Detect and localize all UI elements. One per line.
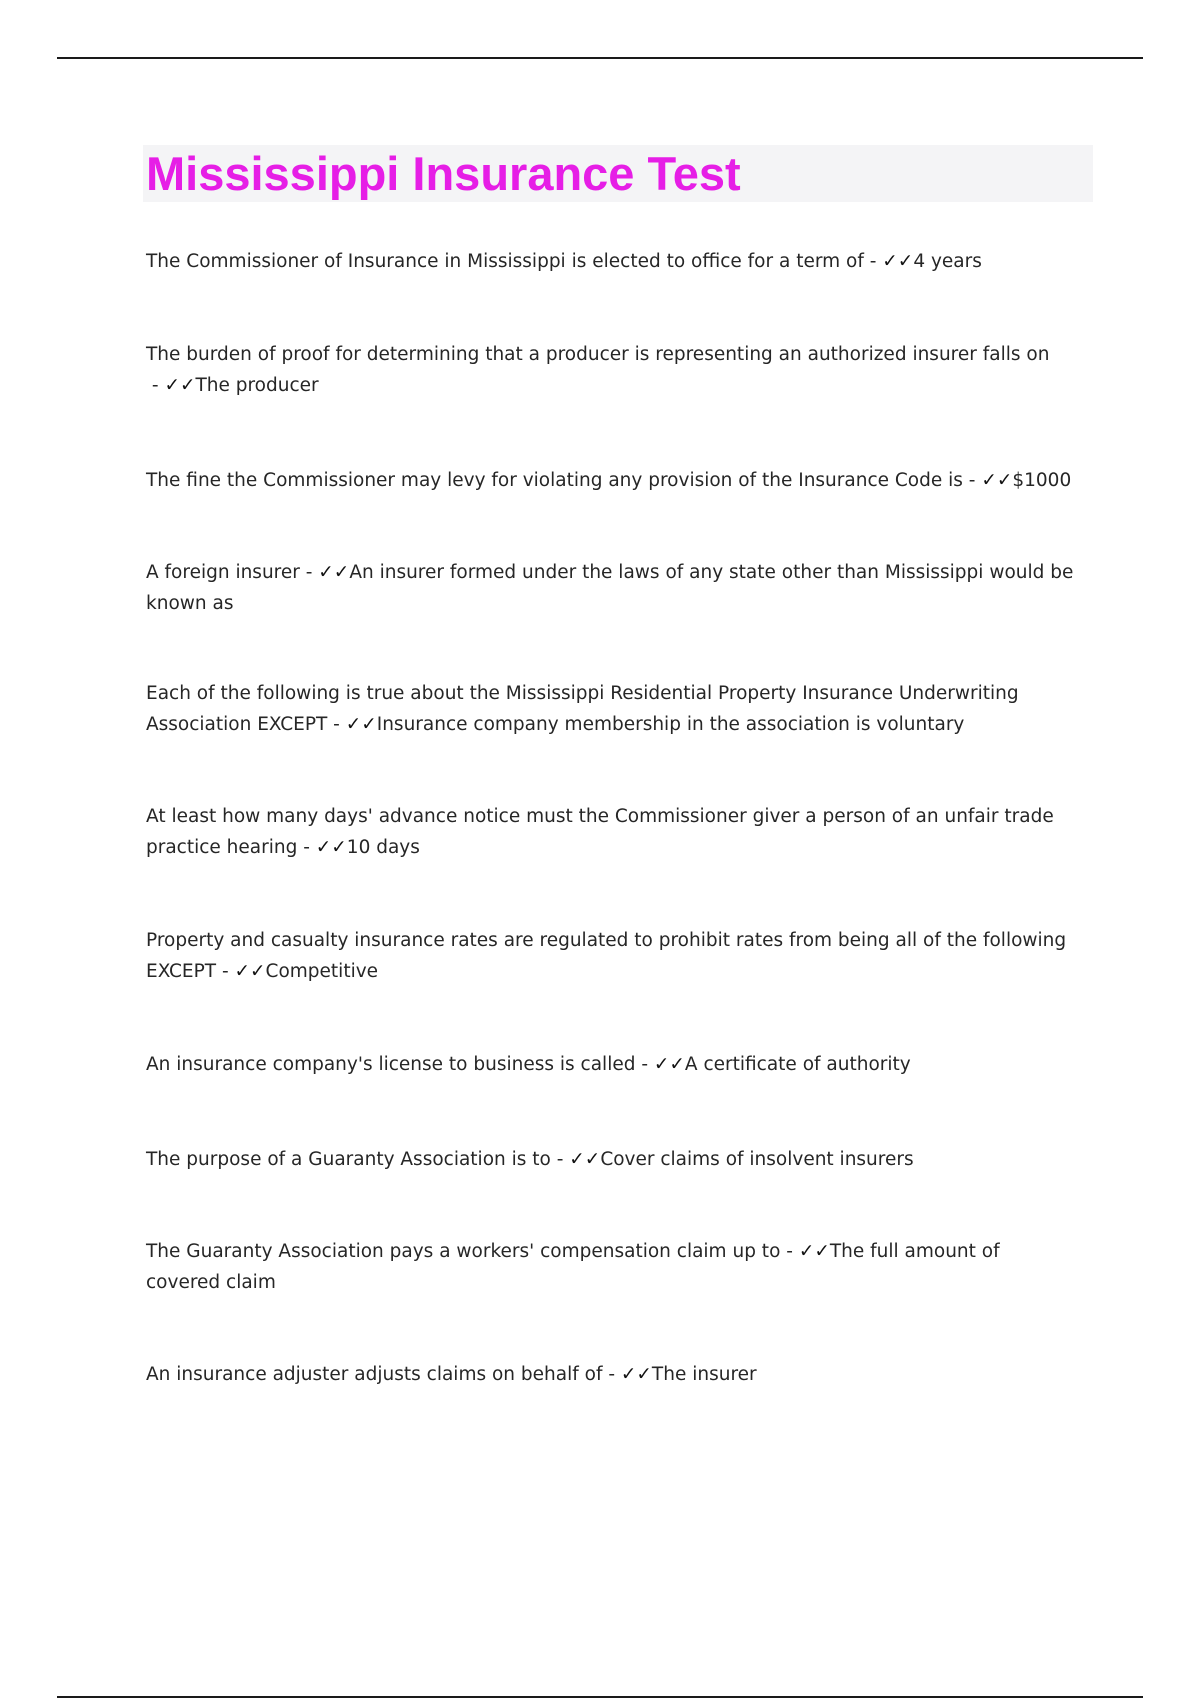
qa-item-2 [146, 339, 1076, 401]
answer-text: Cover claims of insolvent insurers [600, 1149, 914, 1170]
qa-item-7 [146, 925, 1076, 987]
separator: - [962, 470, 982, 491]
qa-item-5 [146, 678, 1076, 740]
qa-item-1 [146, 246, 1076, 277]
answer-text: The full amount of covered claim [146, 1241, 1000, 1293]
double-check-icon: ✓✓ [798, 1241, 830, 1262]
qa-item-11 [146, 1359, 1076, 1390]
separator: - [297, 837, 316, 858]
qa-item-4 [146, 557, 1076, 619]
answer-text: 10 days [346, 837, 420, 858]
separator: - [299, 562, 319, 583]
separator: - [327, 714, 346, 735]
document-title: Mississippi Insurance Test [146, 147, 741, 200]
separator: - [780, 1241, 799, 1262]
answer-text: A certificate of authority [684, 1054, 911, 1075]
separator: - [216, 961, 235, 982]
question-text: At least how many days' advance notice must the Commissioner giver a person of an unfair trade practice hearing [146, 806, 1054, 858]
question-text: The burden of proof for determining that a producer is representing an authorized insurer falls on [146, 344, 1050, 365]
question-text: An insurance company's license to business is called [146, 1054, 636, 1075]
separator: - [146, 375, 165, 396]
qa-item-3 [146, 465, 1076, 496]
double-check-icon: ✓✓ [620, 1364, 652, 1385]
answer-text: 4 years [913, 251, 982, 272]
double-check-icon: ✓✓ [318, 562, 350, 583]
double-check-icon: ✓✓ [569, 1149, 601, 1170]
answer-text: Competitive [265, 961, 379, 982]
answer-text: Insurance company membership in the association is voluntary [376, 714, 965, 735]
top-rule [57, 57, 1143, 59]
qa-item-10 [146, 1236, 1076, 1298]
double-check-icon: ✓✓ [345, 714, 377, 735]
question-text: Property and casualty insurance rates are regulated to prohibit rates from being all of the following EXCEPT [146, 930, 1067, 982]
double-check-icon: ✓✓ [234, 961, 266, 982]
qa-item-6 [146, 801, 1076, 863]
separator: - [550, 1149, 570, 1170]
question-text: The purpose of a Guaranty Association is to [146, 1149, 551, 1170]
question-text: The Guaranty Association pays a workers' compensation claim up to [146, 1241, 781, 1262]
double-check-icon: ✓✓ [981, 470, 1013, 491]
qa-item-9 [146, 1144, 1076, 1175]
question-text: An insurance adjuster adjusts claims on behalf of [146, 1364, 603, 1385]
separator: - [602, 1364, 621, 1385]
double-check-icon: ✓✓ [164, 375, 196, 396]
double-check-icon: ✓✓ [882, 251, 914, 272]
separator: - [863, 251, 883, 272]
double-check-icon: ✓✓ [653, 1054, 685, 1075]
double-check-icon: ✓✓ [315, 837, 347, 858]
question-text: A foreign insurer [146, 562, 300, 583]
answer-text: The insurer [651, 1364, 757, 1385]
question-text: The Commissioner of Insurance in Mississippi is elected to office for a term of [146, 251, 864, 272]
question-text: The fine the Commissioner may levy for violating any provision of the Insurance Code is [146, 470, 963, 491]
answer-text: The producer [195, 375, 319, 396]
question-text: Each of the following is true about the Mississippi Residential Property Insurance Underwriting Association EXCEPT [146, 683, 1019, 735]
qa-item-8 [146, 1049, 1076, 1080]
bottom-rule [57, 1696, 1143, 1698]
separator: - [635, 1054, 654, 1075]
answer-text: An insurer formed under the laws of any state other than Mississippi would be known as [146, 562, 1074, 614]
answer-text: $1000 [1012, 470, 1072, 491]
